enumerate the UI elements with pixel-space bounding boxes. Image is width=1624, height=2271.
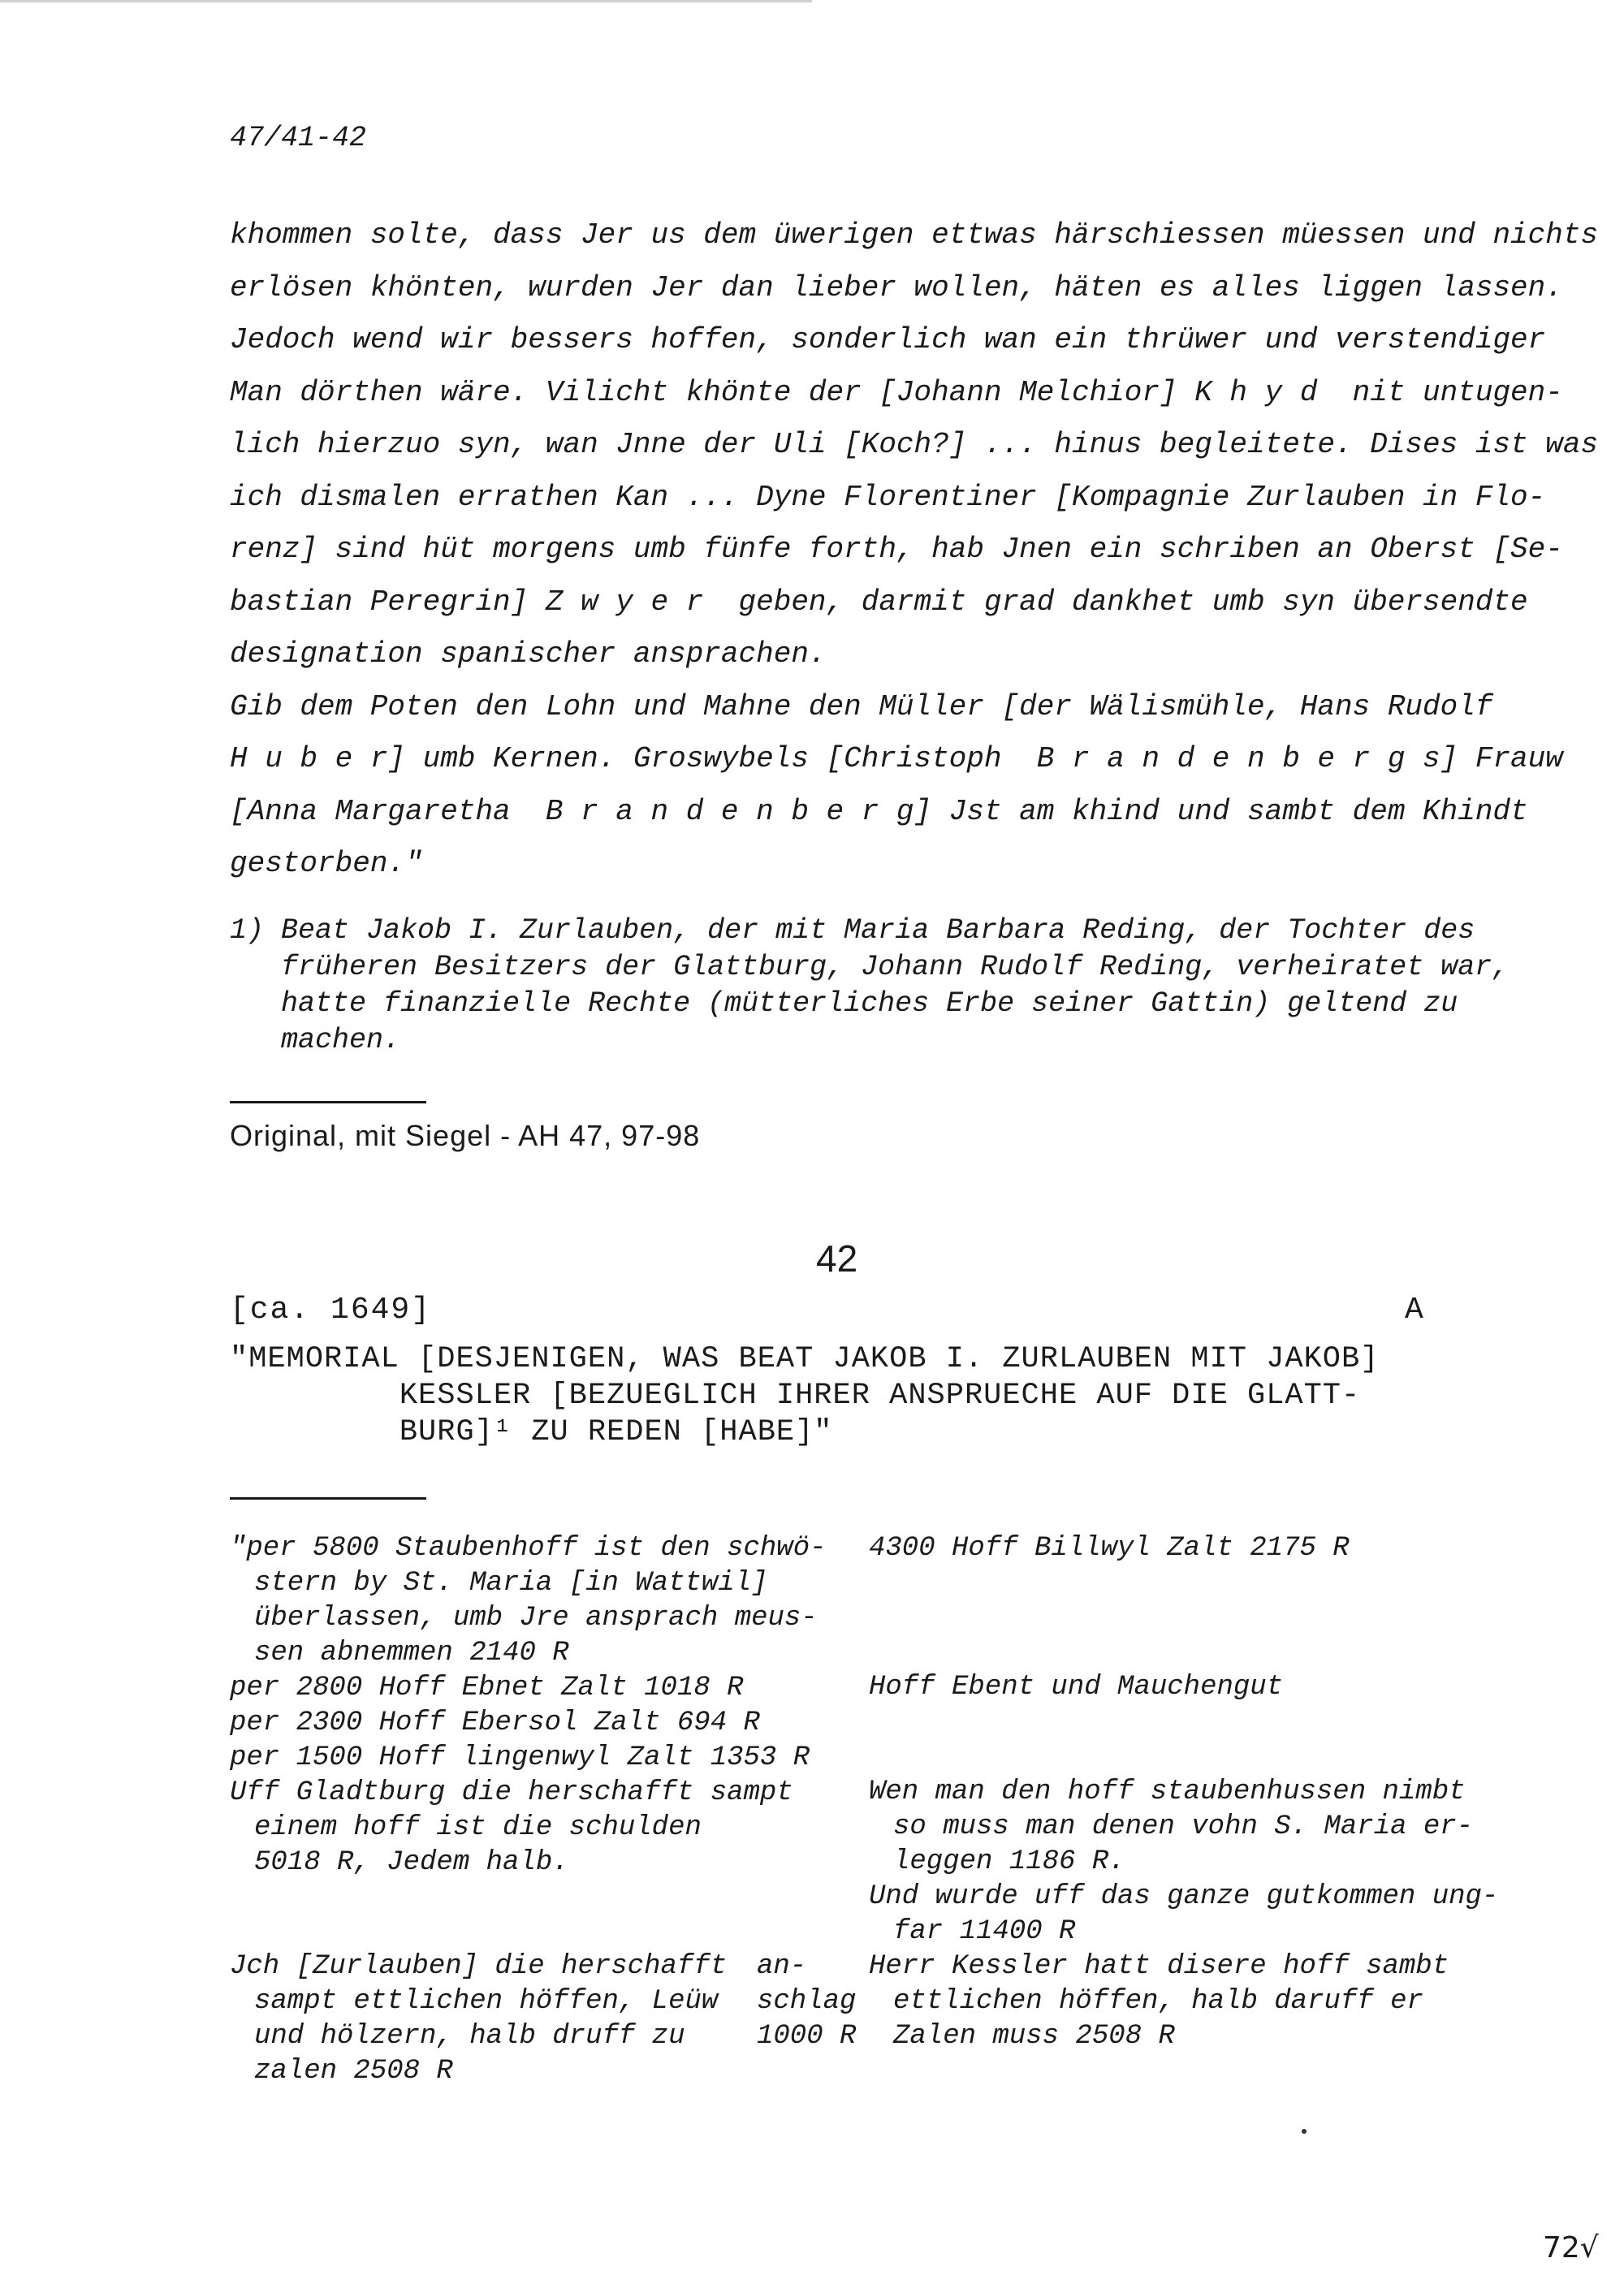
ledger-entry-line: per 2300 Hoff Ebersol Zalt 694 R — [230, 1708, 760, 1738]
ledger-entry-line: per 2800 Hoff Ebnet Zalt 1018 R — [230, 1673, 744, 1703]
footnote — [230, 913, 1529, 1059]
ledger-entry-line: Herr Kessler hatt disere hoff sambt — [869, 1951, 1449, 1982]
right-column-middle — [869, 1670, 1283, 1705]
letter-line: Man dörthen wäre. Vilicht khönte der [Johann Melchior] K h y d nit untugen- — [230, 375, 1563, 409]
footnote-separator — [230, 1101, 426, 1103]
title-separator — [230, 1497, 426, 1500]
ledger-entry-continuation: und hölzern, halb druff zu — [254, 2021, 685, 2052]
ledger-entry-continuation: leggen 1186 R. — [893, 1846, 1125, 1877]
left-column — [230, 1531, 827, 1880]
letter-text — [230, 209, 1599, 891]
anschlag-line: an- — [757, 1951, 807, 1982]
document-letter: A — [1405, 1293, 1425, 1328]
page-mark: 72√ — [1543, 2231, 1599, 2265]
title-line: "MEMORIAL [DESJENIGEN, WAS BEAT JAKOB I. ZURLAUBEN MIT JAKOB] — [230, 1342, 1380, 1376]
ledger-entry-continuation: far 11400 R — [893, 1916, 1076, 1947]
right-column — [869, 1531, 1350, 1566]
letter-line: renz] sind hüt morgens umb fünfe forth, hab Jnen ein schriben an Oberst [Se- — [230, 533, 1563, 566]
ledger-entry-line: Und wurde uff das ganze gutkommen ung- — [869, 1881, 1499, 1912]
anschlag-line: 1000 R — [757, 2021, 857, 2052]
letter-line: lich hierzuo syn, wan Jnne der Uli [Koch?] ... hinus begleitete. Dises ist was — [230, 428, 1599, 461]
source-note: Original, mit Siegel - AH 47, 97-98 — [230, 1119, 701, 1152]
ledger-entry-continuation: sampt ettlichen höffen, Leüw — [254, 1986, 719, 2017]
footnote-line: 1) Beat Jakob I. Zurlauben, der mit Maria Barbara Reding, der Tochter des — [230, 914, 1475, 947]
ledger-entry — [230, 1949, 727, 2089]
ledger-entry-continuation: 5018 R, Jedem halb. — [254, 1847, 569, 1878]
title-line: BURG]¹ ZU REDEN [HABE]" — [230, 1415, 833, 1449]
ledger-entry-line: 4300 Hoff Billwyl Zalt 2175 R — [869, 1533, 1350, 1564]
document-number: 42 — [816, 1237, 858, 1280]
ledger-entry-continuation: ettlichen höffen, halb daruff er — [893, 1986, 1423, 2017]
ledger-entry — [869, 1949, 1498, 2054]
ledger-entry-line: Wen man den hoff staubenhussen nimbt — [869, 1777, 1466, 1807]
left-column-bottom — [230, 1949, 727, 2089]
top-edge-rule — [0, 0, 812, 2]
ledger-entry-continuation: stern by St. Maria [in Wattwil] — [254, 1568, 768, 1599]
memorial-title — [230, 1341, 1379, 1451]
footnote-line: früheren Besitzers der Glattburg, Johann Rudolf Reding, verheiratet war, — [230, 951, 1510, 983]
footnote-line: machen. — [230, 1024, 401, 1056]
ledger-entry — [869, 1531, 1350, 1566]
letter-line: Jedoch wend wir bessers hoffen, sonderlich wan ein thrüwer und verstendiger — [230, 323, 1546, 356]
title-line: KESSLER [BEZUEGLICH IHRER ANSPRUECHE AUF DIE GLATT- — [230, 1379, 1361, 1413]
ledger-entry — [230, 1741, 827, 1776]
letter-line: erlösen khönten, wurden Jer dan lieber wollen, häten es alles liggen lassen. — [230, 270, 1563, 304]
ledger-entry-continuation: so muss man denen vohn S. Maria er- — [893, 1811, 1474, 1842]
ledger-entry-continuation: Zalen muss 2508 R — [893, 2021, 1175, 2052]
speck-mark — [1302, 2129, 1307, 2134]
anschlag-line: schlag — [757, 1986, 857, 2017]
right-column-lower — [869, 1775, 1498, 2054]
letter-line: gestorben." — [230, 847, 423, 880]
letter-line: [Anna Margaretha B r a n d e n b e r g] Jst am khind und sambt dem Khindt — [230, 794, 1528, 828]
letter-line: ich dismalen errathen Kan ... Dyne Florentiner [Kompagnie Zurlauben in Flo- — [230, 480, 1546, 514]
letter-line: Gib dem Poten den Lohn und Mahne den Müller [der Wälismühle, Hans Rudolf — [230, 689, 1493, 723]
ledger-entry-line: per 1500 Hoff lingenwyl Zalt 1353 R — [230, 1742, 810, 1773]
ledger-entry-continuation: überlassen, umb Jre ansprach meus- — [254, 1603, 818, 1634]
letter-line: khommen solte, dass Jer us dem üwerigen ettwas härschiessen müessen und nichts — [230, 218, 1599, 252]
ledger-entry-continuation: sen abnemmen 2140 R — [254, 1638, 569, 1669]
ledger-entry — [869, 1775, 1498, 1880]
footnote-line: hatte finanzielle Rechte (mütterliches Erbe seiner Gattin) geltend zu — [230, 987, 1458, 1020]
anschlag-note — [757, 1949, 856, 2054]
ledger-entry-line: Jch [Zurlauben] die herschafft — [230, 1951, 728, 1982]
ledger-entry-line: Uff Gladtburg die herschafft sampt — [230, 1777, 793, 1808]
ledger-entry — [869, 1880, 1498, 1949]
letter-line: bastian Peregrin] Z w y e r geben, darmit grad dankhet umb syn übersendte — [230, 585, 1528, 619]
ledger-entry — [230, 1706, 827, 1741]
document-date: [ca. 1649] — [230, 1293, 432, 1328]
ledger-entry-line: "per 5800 Staubenhoff ist den schwö- — [230, 1533, 827, 1564]
letter-line: H u b e r] umb Kernen. Groswybels [Christoph B r a n d e n b e r g s] Frauw — [230, 742, 1563, 775]
ledger-entry — [230, 1671, 827, 1706]
ledger-entry — [230, 1776, 827, 1880]
ledger-entry-continuation: zalen 2508 R — [254, 2056, 453, 2087]
ledger-entry-continuation: einem hoff ist die schulden — [254, 1812, 702, 1843]
ledger-entry — [869, 1670, 1283, 1705]
ledger-entry — [230, 1531, 827, 1671]
ledger-entry-line: Hoff Ebent und Mauchengut — [869, 1672, 1284, 1703]
letter-line: designation spanischer ansprachen. — [230, 637, 827, 671]
document-reference: 47/41-42 — [230, 122, 367, 154]
